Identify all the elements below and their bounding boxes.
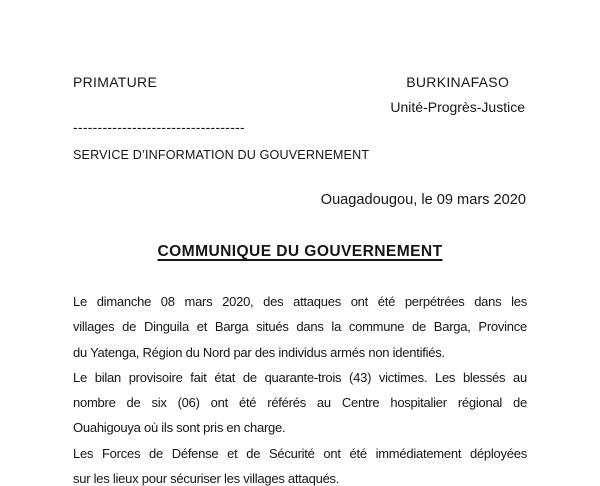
body-line: Ouahigouya où ils sont pris en charge. [73,420,286,436]
header-issuer: PRIMATURE [73,74,158,90]
header-country-block [390,74,525,115]
body-line: villages de Dinguila et Barga situés dans la commune de Barga, Province [73,319,527,335]
document-header [73,74,527,115]
header-country: BURKINAFASO [406,74,510,90]
body-text [73,289,527,486]
dateline: Ouagadougou, le 09 mars 2020 [320,192,526,208]
body-line: du Yatenga, Région du Nord par des individus armés non identifiés. [73,344,445,360]
service-name: SERVICE D’INFORMATION DU GOUVERNEMENT [73,148,370,162]
communique-title: COMMUNIQUE DU GOUVERNEMENT [157,243,443,260]
body-line: Le bilan provisoire fait état de quarante-trois (43) victimes. Les blessés au [73,369,527,385]
body-line: Les Forces de Défense et de Sécurité ont été immédiatement déployées [73,445,527,461]
header-national-motto: Unité-Progrès-Justice [390,99,525,115]
body-line: sur les lieux pour sécuriser les villages attaqués. [73,471,340,486]
body-line: Le dimanche 08 mars 2020, des attaques ont été perpétrées dans les [73,294,527,309]
body-line: nombre de six (06) ont été référés au Centre hospitalier régional de [73,395,527,411]
section-divider-dashes: ----------------------------------- [73,119,245,135]
